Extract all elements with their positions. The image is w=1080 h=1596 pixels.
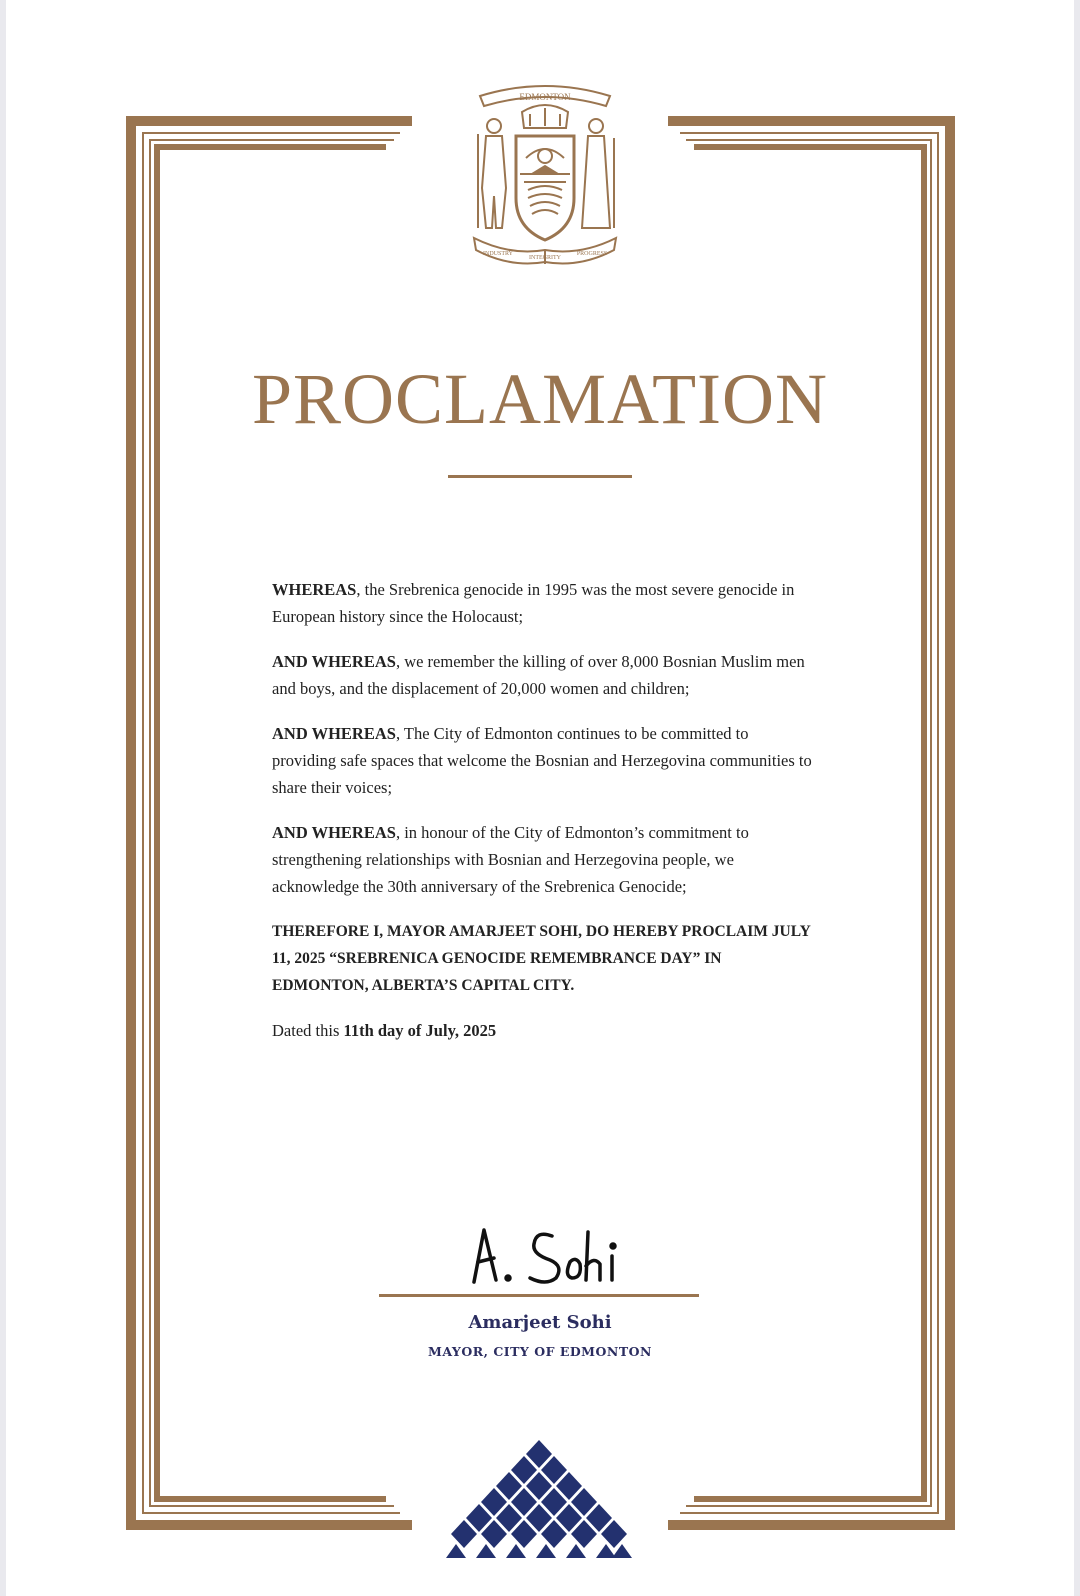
whereas-text: , the Srebrenica genocide in 1995 was the most severe genocide in European history since the Holocaust; [272, 580, 795, 626]
signatory-name: Amarjeet Sohi [468, 1312, 612, 1333]
signatory-title: MAYOR, CITY OF EDMONTON [428, 1344, 652, 1359]
whereas-paragraph-2 [272, 648, 812, 702]
signature-line [379, 1294, 699, 1297]
dated-line [272, 1017, 812, 1044]
proclamation-body [272, 576, 812, 1062]
pyramid-logo [446, 1440, 632, 1560]
whereas-text: , we remember the killing of over 8,000 Bosnian Muslim men and boys, and the displacement of 20,000 women and children; [272, 652, 805, 698]
whereas-lead: AND WHEREAS [272, 652, 396, 671]
whereas-paragraph-4 [272, 819, 812, 900]
whereas-text: , in honour of the City of Edmonton’s commitment to strengthening relationships with Bosnian and Herzegovina people, we acknowledge the 30th anniversary of the Srebrenica Genocide; [272, 823, 749, 896]
whereas-paragraph-1 [272, 576, 812, 630]
title-divider [448, 475, 632, 478]
whereas-lead: AND WHEREAS [272, 724, 396, 743]
mayor-signature [466, 1222, 626, 1292]
crest-motto-progress: PROGRESS [576, 251, 608, 257]
crest-motto-industry: INDUSTRY [482, 251, 514, 257]
whereas-paragraph-3 [272, 720, 812, 801]
crest-motto-integrity: INTEGRITY [529, 255, 561, 261]
crest-banner-text: EDMONTON [519, 92, 571, 102]
whereas-lead: AND WHEREAS [272, 823, 396, 842]
therefore-paragraph: THEREFORE I, MAYOR AMARJEET SOHI, DO HEREBY PROCLAIM JULY 11, 2025 “SREBRENICA GENOCIDE REMEMBRANCE DAY” IN EDMONTON, ALBERTA’S CAPITAL CITY. [272, 923, 811, 994]
city-crest-logo [470, 78, 620, 278]
dated-prefix: Dated this [272, 1021, 344, 1040]
whereas-text: , The City of Edmonton continues to be committed to providing safe spaces that welcome the Bosnian and Herzegovina communities to share their voices; [272, 724, 812, 797]
whereas-lead: WHEREAS [272, 580, 357, 599]
page-title: PROCLAMATION [251, 359, 829, 439]
dated-date: 11th day of July, 2025 [343, 1021, 497, 1040]
